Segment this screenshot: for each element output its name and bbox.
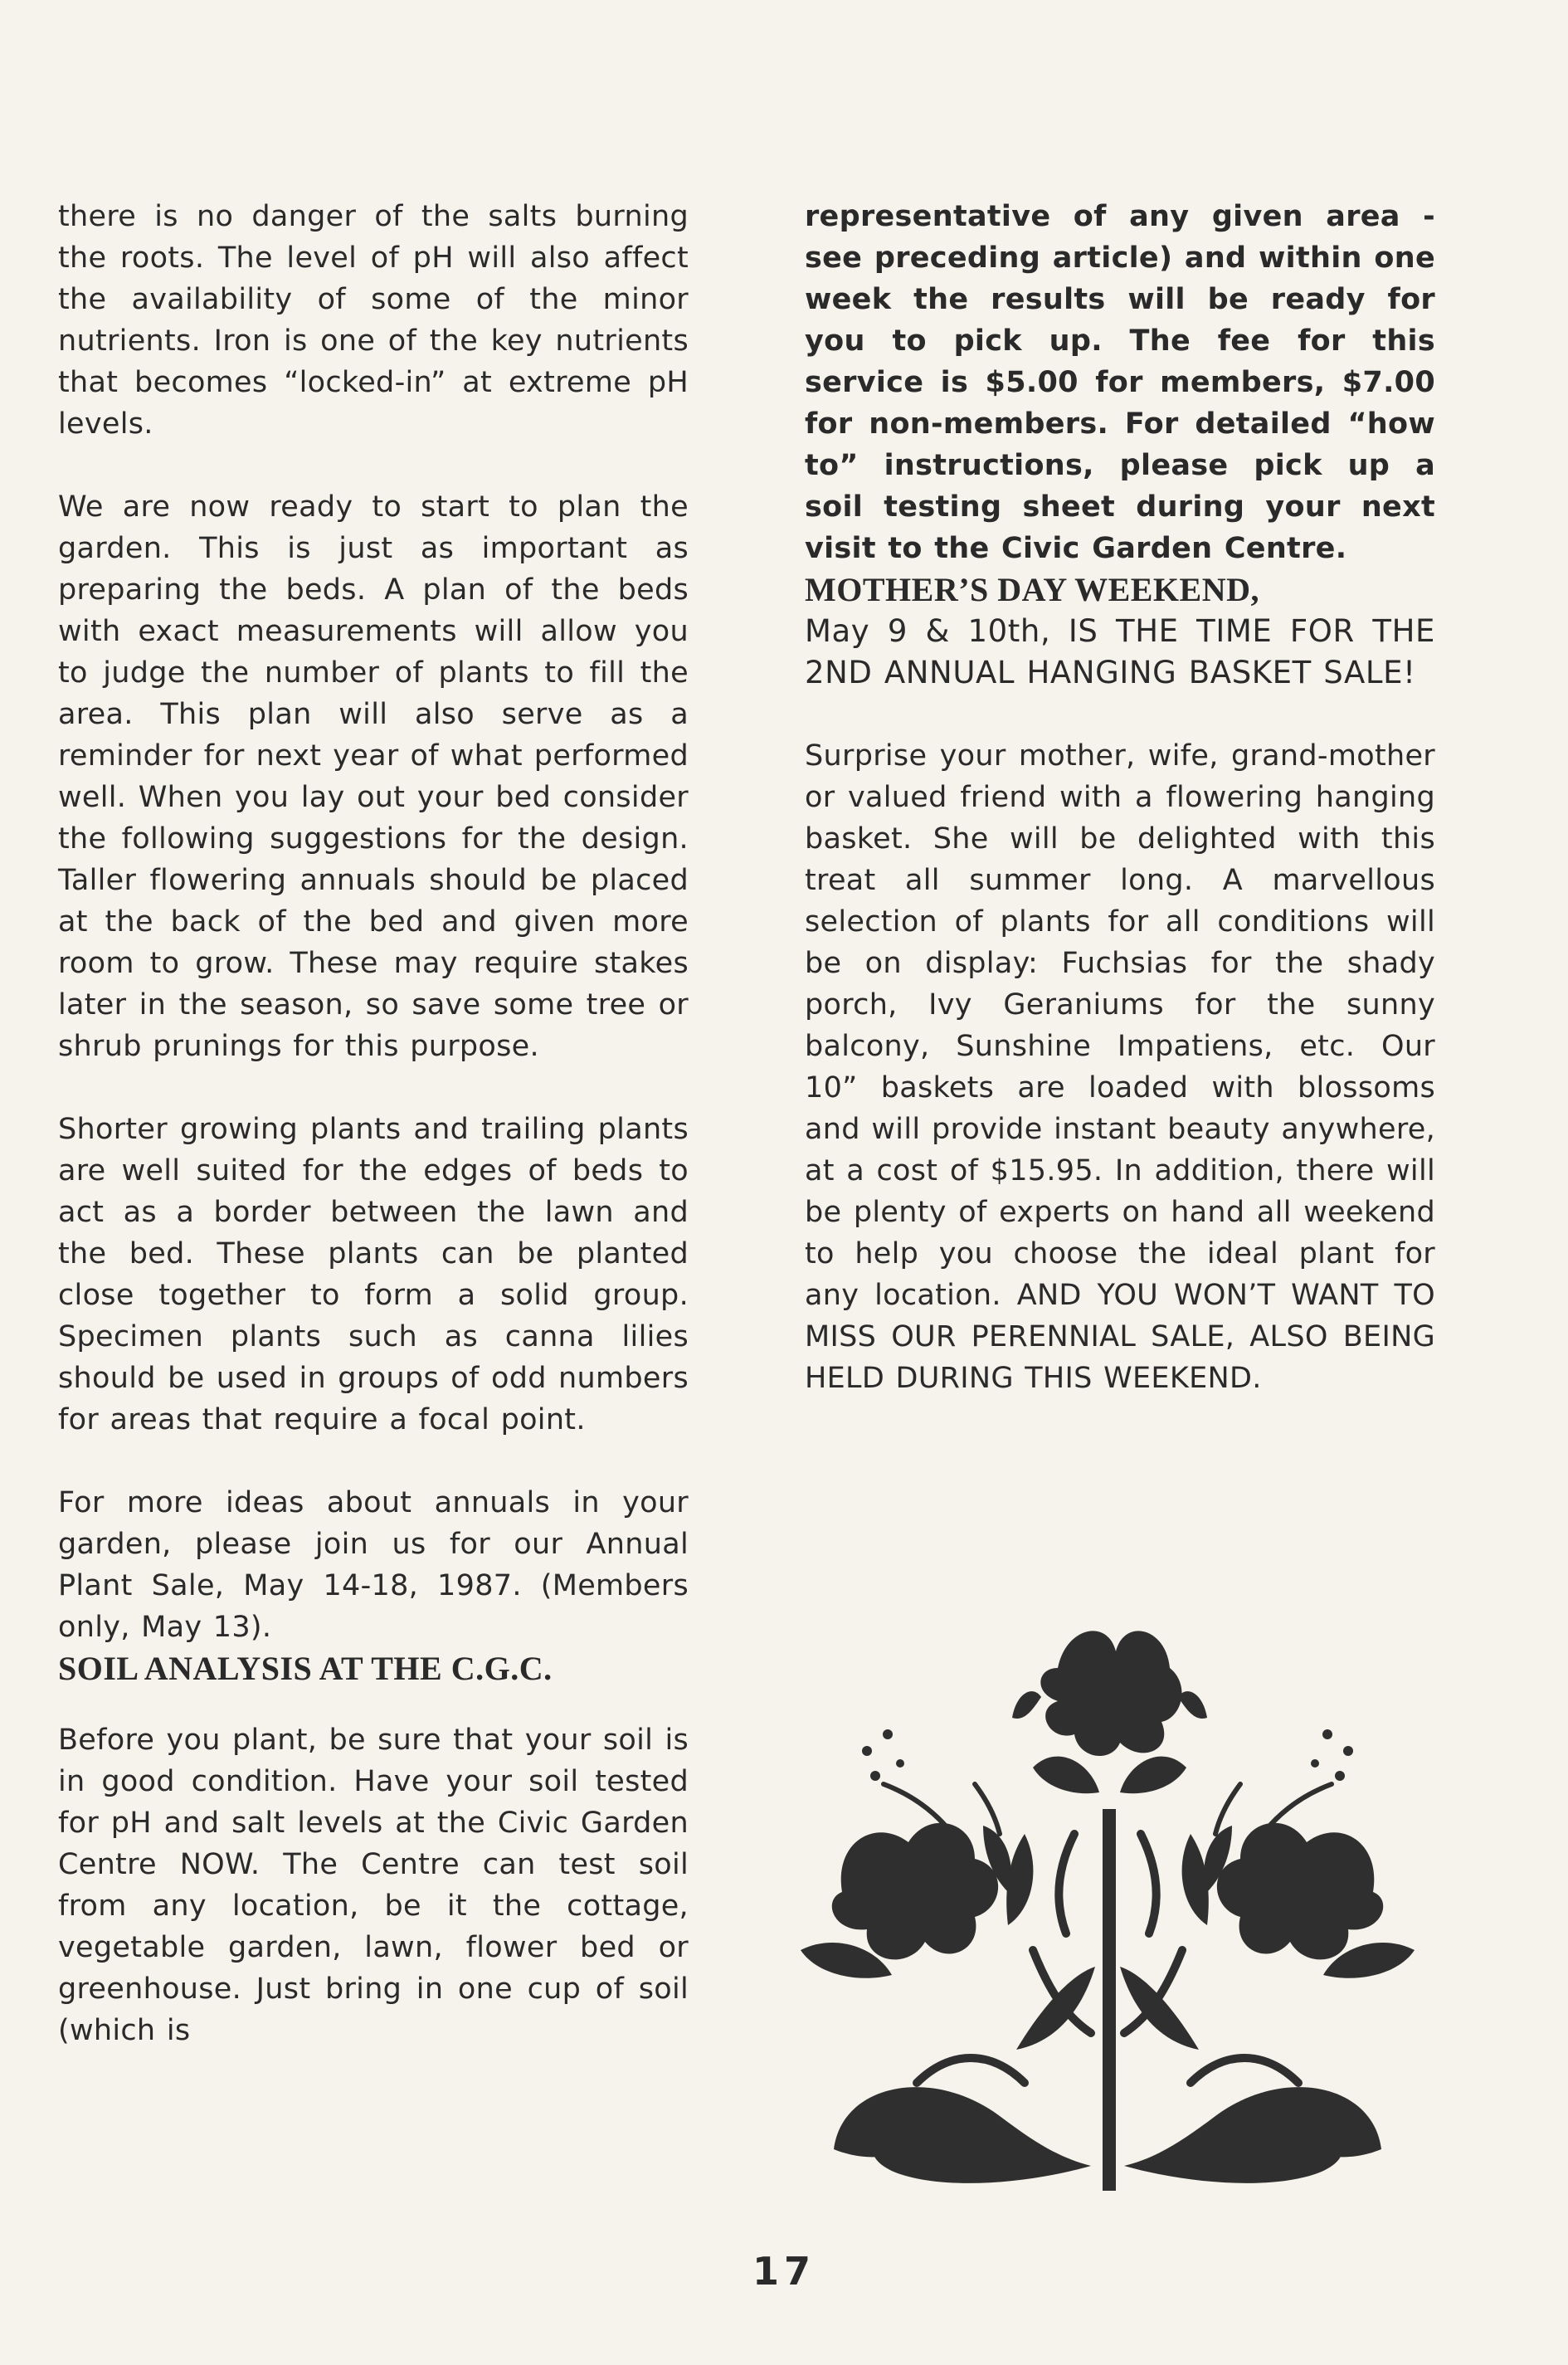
left-column [58, 196, 689, 2051]
left-flower [801, 1823, 1033, 1978]
paragraph-soil-testing: representative of any given area - see preceding article) and within one week the results will be ready for you to pick up. The fee for this service is $5.00 for members, $7.00 for non-members. For detailed “how to” instructions, please pick up a soil testing sheet during your next visit to the Civic Garden Centre. [805, 200, 1435, 565]
soil-analysis-heading: SOIL ANALYSIS AT THE C.G.C. [58, 1650, 553, 1687]
paragraph-plan-garden: We are now ready to start to plan the garden. This is just as important as preparing the beds. A plan of the beds with exact measurements will allow you to judge the number of plants to fill the area. This plan will also serve as a reminder for next year of what performed well. When you lay out your bed consider the following suggestions for the design. Taller flowering annuals should be placed at the back of the bed and given more room to grow. These may require stakes later in the season, so save some tree or shrub prunings for this purpose. [58, 490, 689, 1063]
flower-stencil-illustration [784, 1618, 1431, 2199]
top-flower [1012, 1631, 1207, 1793]
page-number: 17 [752, 2249, 816, 2294]
paragraph-annual-sale: For more ideas about annuals in your garden, please join us for our Annual Plant Sale, May 14-18, 1987. (Members only, May 13). [58, 1486, 689, 1644]
paragraph-shorter-plants: Shorter growing plants and trailing plants are well suited for the edges of beds to act as a border between the lawn and the bed. These plants can be planted close together to form a solid group. Specimen plants such as canna lilies should be used in groups of odd numbers for areas that require a focal point. [58, 1113, 689, 1436]
right-flower [1182, 1823, 1415, 1978]
right-column [805, 196, 1435, 1399]
flower-stem [1103, 1809, 1116, 2191]
mothers-day-heading: MOTHER’S DAY WEEKEND, [805, 571, 1259, 608]
mothers-day-subheading: May 9 & 10th, IS THE TIME FOR THE 2ND ANNUAL HANGING BASKET SALE! [805, 613, 1435, 690]
paragraph-hanging-basket: Surprise your mother, wife, grand-mother or valued friend with a flowering hanging basket. She will be delighted with this treat all summer long. A marvellous selection of plants for all conditions will be on display: Fuchsias for the shady porch, Ivy Geraniums for the sunny balcony, Sunshine Impatiens, etc. Our 10” baskets are loaded with blossoms and will provide instant beauty anywhere, at a cost of $15.95. In addition, there will be plenty of experts on hand all weekend to help you choose the ideal plant for any location. AND YOU WON’T WANT TO MISS OUR PERENNIAL SALE, ALSO BEING HELD DURING THIS WEEKEND. [805, 739, 1435, 1395]
paragraph-soil-analysis: Before you plant, be sure that your soil is in good condition. Have your soil tested for pH and salt levels at the Civic Garden Centre NOW. The Centre can test soil from any location, be it the cottage, vegetable garden, lawn, flower bed or greenhouse. Just bring in one cup of soil (which is [58, 1724, 689, 2047]
paragraph-salts: there is no danger of the salts burning the roots. The level of pH will also affect the availability of some of the minor nutrients. Iron is one of the key nutrients that becomes “locked-in” at extreme pH levels. [58, 200, 689, 441]
